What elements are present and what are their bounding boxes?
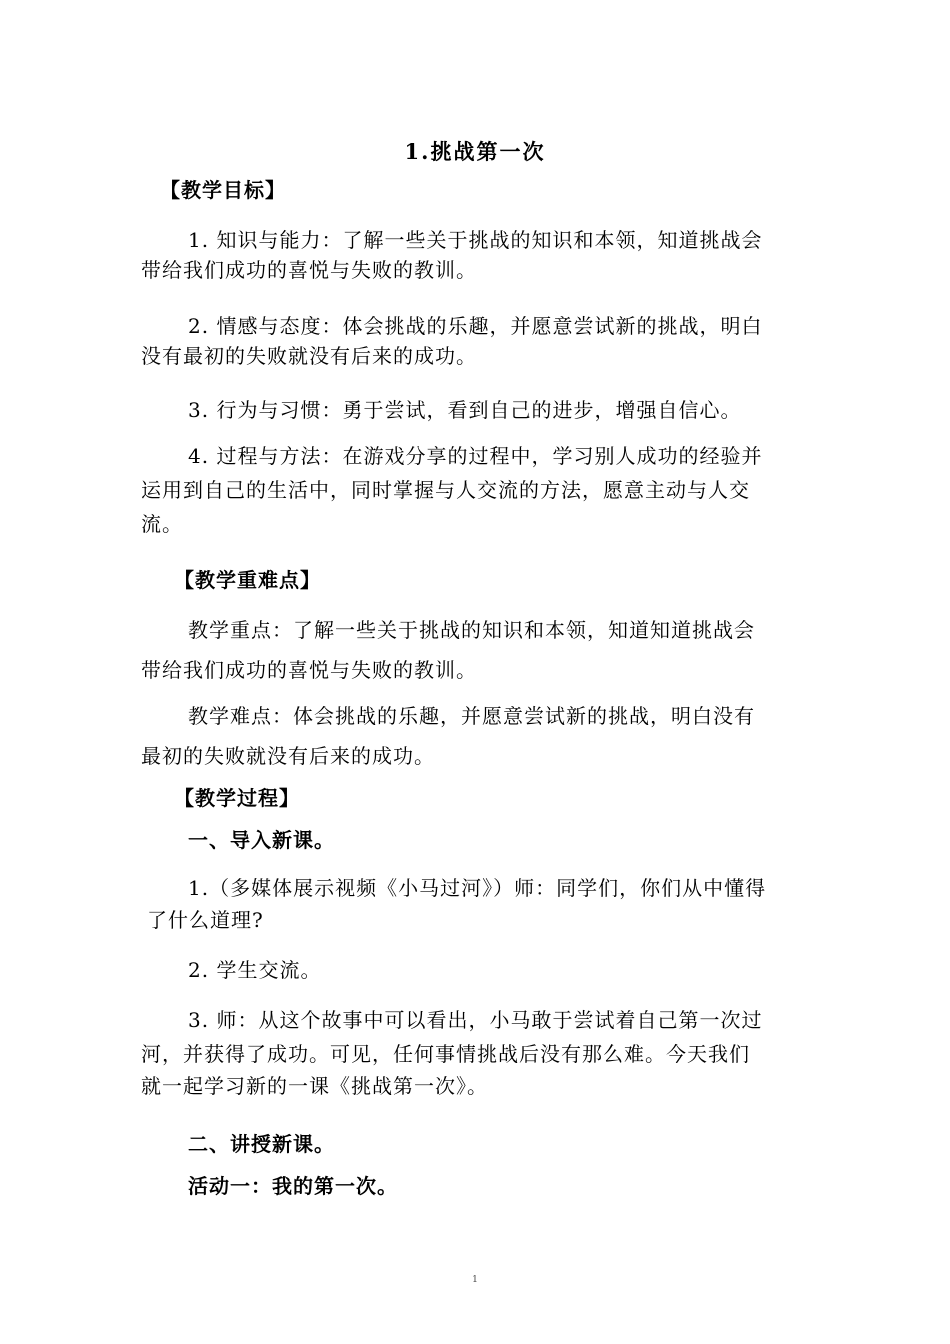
step-3-line-2: 河，并获得了成功。可见，任何事情挑战后没有那么难。今天我们 (141, 1042, 750, 1066)
goal-item-3-line-1: 3. 行为与习惯：勇于尝试，看到自己的进步，增强自信心。 (188, 398, 742, 422)
step-1-line-2: 了什么道理? (147, 908, 264, 932)
goal-item-4-line-1: 4. 过程与方法：在游戏分享的过程中，学习别人成功的经验并 (188, 444, 763, 468)
part-2-heading: 二、讲授新课。 (188, 1132, 335, 1156)
page-title: 1.挑战第一次 (404, 139, 546, 164)
goal-item-4-line-2: 运用到自己的生活中，同时掌握与人交流的方法，愿意主动与人交 (141, 478, 750, 502)
goal-item-1-line-2: 带给我们成功的喜悦与失败的教训。 (141, 258, 477, 282)
step-3-line-1: 3. 师：从这个故事中可以看出，小马敢于尝试着自己第一次过 (188, 1008, 763, 1032)
section-heading-keypoints: 【教学重难点】 (174, 568, 321, 592)
difficulty-line-2: 最初的失败就没有后来的成功。 (141, 744, 435, 768)
section-heading-goals: 【教学目标】 (160, 178, 286, 202)
step-1-line-1: 1.（多媒体展示视频《小马过河》）师：同学们，你们从中懂得 (188, 876, 767, 900)
focus-line-1: 教学重点：了解一些关于挑战的知识和本领，知道知道挑战会 (188, 618, 755, 642)
goal-item-4-line-3: 流。 (141, 512, 183, 536)
focus-line-2: 带给我们成功的喜悦与失败的教训。 (141, 658, 477, 682)
difficulty-line-1: 教学难点：体会挑战的乐趣，并愿意尝试新的挑战，明白没有 (188, 704, 755, 728)
activity-1-heading: 活动一：我的第一次。 (188, 1174, 398, 1198)
section-heading-process: 【教学过程】 (174, 786, 300, 810)
goal-item-2-line-2: 没有最初的失败就没有后来的成功。 (141, 344, 477, 368)
page-number: 1 (472, 1275, 478, 1285)
goal-item-1-line-1: 1. 知识与能力：了解一些关于挑战的知识和本领，知道挑战会 (188, 228, 763, 252)
part-1-heading: 一、导入新课。 (188, 828, 335, 852)
step-2-line-1: 2. 学生交流。 (188, 958, 322, 982)
goal-item-2-line-1: 2. 情感与态度：体会挑战的乐趣，并愿意尝试新的挑战，明白 (188, 314, 763, 338)
step-3-line-3: 就一起学习新的一课《挑战第一次》。 (141, 1074, 488, 1098)
